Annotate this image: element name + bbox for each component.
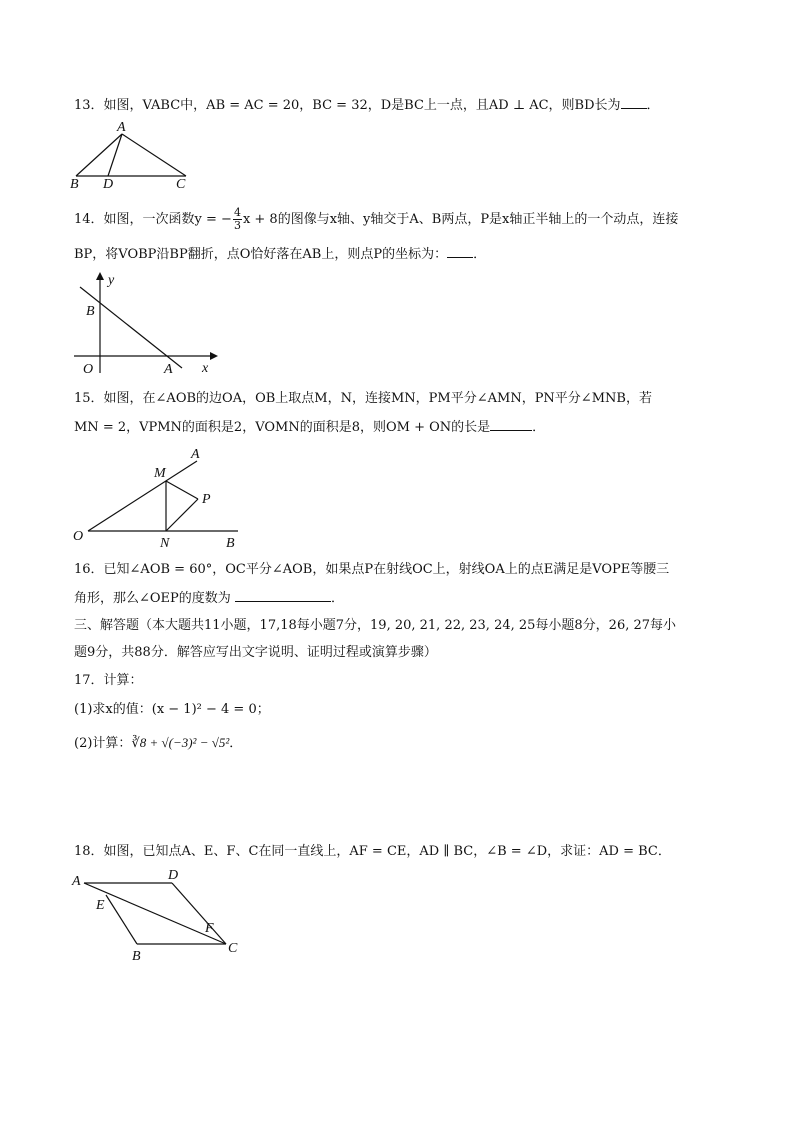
q16-line2 <box>74 589 344 607</box>
q13-text <box>74 96 660 114</box>
q17-part1 <box>74 702 270 718</box>
q17-part2-expr: ∛8 + √(−3)² − √5² <box>131 735 230 750</box>
q18-label-E: E <box>96 898 105 913</box>
q18-label-D: D <box>168 868 179 883</box>
q18-label-A: A <box>72 874 81 889</box>
q18-stem: 18．如图，已知点A、E、F、C在同一直线上，AF = CE，AD ∥ BC，∠B = ∠D，求证：AD = BC． <box>74 844 671 859</box>
q15-answer-blank <box>490 418 532 431</box>
q18-text <box>74 844 671 860</box>
q18-figure <box>70 866 250 966</box>
q13-figure <box>70 120 200 190</box>
q14-label-x: x <box>202 361 209 376</box>
q17-title <box>74 673 143 689</box>
q14-label-A: A <box>164 362 173 377</box>
q16-line2-text: 角形，那么∠OEP的度数为 <box>74 591 231 606</box>
q13-label-B: B <box>70 177 79 192</box>
q15-label-A: A <box>191 447 200 462</box>
q16-end: ． <box>330 591 344 606</box>
q14-label-O: O <box>83 362 94 377</box>
q16-line1 <box>74 562 669 578</box>
q15-line1-text: 15．如图，在∠AOB的边OA，OB上取点M，N，连接MN，PM平分∠AMN，PN平分∠MNB，若 <box>74 391 652 406</box>
section3-line2-text: 题9分，共88分．解答应写出文字说明、证明过程或演算步骤） <box>74 645 437 660</box>
q15-label-N: N <box>160 536 170 551</box>
q14-figure <box>70 268 230 378</box>
q15-label-B: B <box>226 536 235 551</box>
q18-label-C: C <box>228 941 238 956</box>
q13-answer-blank <box>621 96 647 109</box>
q16-answer-blank <box>235 589 331 602</box>
q14-fraction <box>233 207 242 232</box>
section3-line2 <box>74 645 437 661</box>
q15-label-M: M <box>154 466 166 481</box>
q15-label-P: P <box>202 492 211 507</box>
q14-stem-post: x + 8的图像与x轴、y轴交于A、B两点，P是x轴正半轴上的一个动点，连接 <box>242 212 679 227</box>
q17-part2-end: ． <box>229 736 243 751</box>
q17-part1-text: (1)求x的值：(x − 1)² − 4 = 0； <box>74 702 270 717</box>
q14-line2-text: BP，将VOBP沿BP翻折，点O恰好落在AB上，则点P的坐标为： <box>74 247 448 262</box>
q14-label-y: y <box>108 273 115 288</box>
q14-label-B: B <box>86 304 95 319</box>
q15-figure <box>70 445 250 551</box>
q14-answer-blank <box>447 245 473 258</box>
q14-end: ． <box>473 247 487 262</box>
q16-line1-text: 16．已知∠AOB = 60°，OC平分∠AOB，如果点P在射线OC上，射线OA上的点E满足是VOPE等腰三 <box>74 562 670 577</box>
q17-part2 <box>74 735 242 752</box>
q18-label-F: F <box>205 921 214 936</box>
q15-end: ． <box>532 420 546 435</box>
q13-label-D: D <box>103 177 114 192</box>
section3-line1 <box>74 618 676 634</box>
q14-frac-num: 4 <box>233 206 241 219</box>
q17-part2-pre: (2)计算： <box>74 736 132 751</box>
q15-line2 <box>74 418 545 436</box>
q15-line2-text: MN = 2，VPMN的面积是2，VOMN的面积是8，则OM + ON的长是 <box>74 420 491 435</box>
section3-line1-text: 三、解答题（本大题共11小题，17,18每小题7分，19, 20, 21, 22, 23, 24, 25每小题8分，26, 27每小 <box>74 618 677 633</box>
q13-label-A: A <box>117 120 126 135</box>
q15-label-O: O <box>73 529 84 544</box>
q13-label-C: C <box>176 177 186 192</box>
q13-end: ． <box>646 98 660 113</box>
q14-line1 <box>74 206 678 234</box>
q14-line2 <box>74 245 486 263</box>
q17-title-text: 17．计算： <box>74 673 143 688</box>
q14-frac-den: 3 <box>233 219 241 232</box>
q18-label-B: B <box>132 949 141 964</box>
q13-stem: 13．如图，VABC中，AB = AC = 20，BC = 32，D是BC上一点，且AD ⊥ AC，则BD长为 <box>74 98 621 113</box>
q15-line1 <box>74 391 652 407</box>
q14-stem-pre: 14．如图，一次函数y = − <box>74 212 232 227</box>
